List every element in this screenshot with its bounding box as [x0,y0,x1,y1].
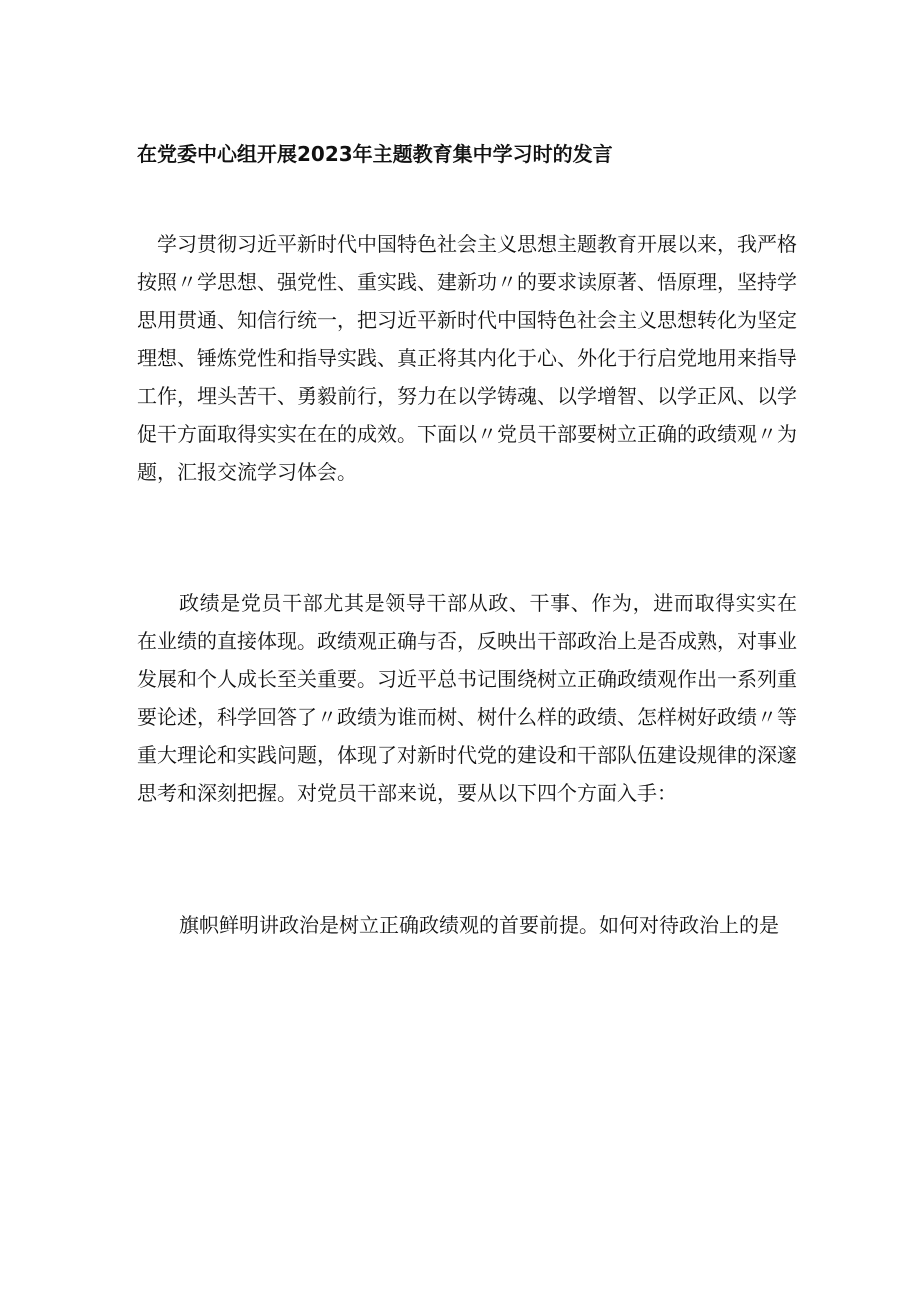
paragraph-political-achievements: 政绩是党员干部尤其是领导干部从政、干事、作为，进而取得实实在在业绩的直接体现。政绩观正确与否，反映出干部政治上是否成熟，对事业发展和个人成长至关重要。习近平总书记围绕树立正确政绩观作出一系列重要论述，科学回答了〃政绩为谁而树、树什么样的政绩、怎样树好政绩〃等重大理论和实践问题，体现了对新时代党的建设和干部队伍建设规律的深邃思考和深刻把握。对党员干部来说，要从以下四个方面入手： [137,591,797,805]
paragraph-intro: 学习贯彻习近平新时代中国特色社会主义思想主题教育开展以来，我严格按照〃学思想、强党性、重实践、建新功〃的要求读原著、悟原理，坚持学思用贯通、知信行统一，把习近平新时代中国特色社会主义思想转化为坚定理想、锤炼党性和指导实践、真正将其内化于心、外化于行启党地用来指导工作，埋头苦干、勇毅前行，努力在以学铸魂、以学增智、以学正风、以学促干方面取得实实在在的成效。下面以〃党员干部要树立正确的政绩观〃为题，汇报交流学习体会。 [137,232,797,484]
document-title: 在党委中心组开展2023年主题教育集中学习时的发言 [137,142,613,166]
paragraph-politics-first: 旗帜鲜明讲政治是树立正确政绩观的首要前提。如何对待政治上的是 [179,913,779,937]
